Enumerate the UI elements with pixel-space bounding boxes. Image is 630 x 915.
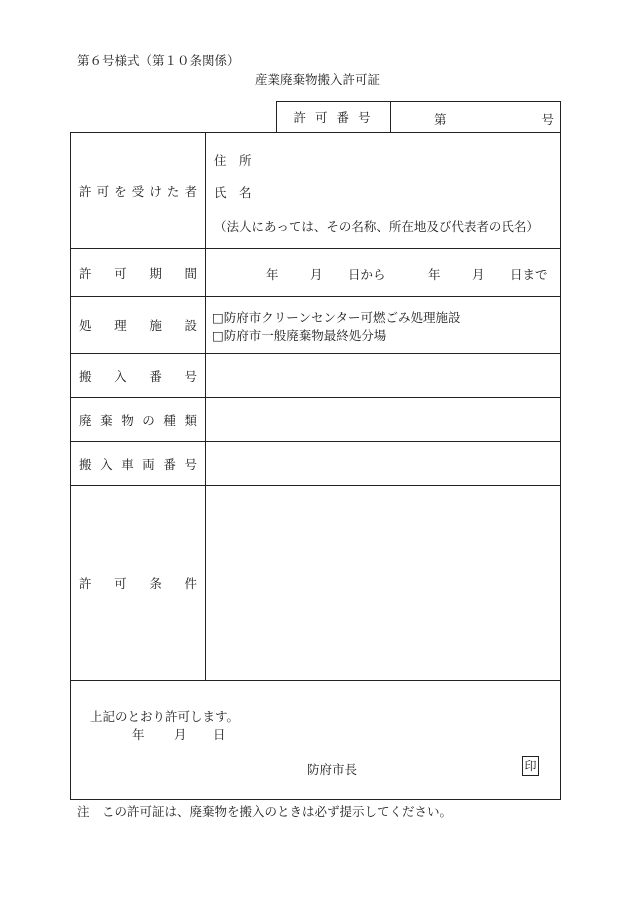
form-number-label: 第６号様式（第１０条関係） bbox=[77, 53, 240, 68]
label-char: 番 bbox=[163, 456, 176, 472]
facility-option-clean-center[interactable]: □防府市クリーンセンター可燃ごみ処理施設 bbox=[212, 310, 461, 325]
label-char: 受 bbox=[131, 183, 145, 199]
label-char: 種 bbox=[163, 412, 176, 428]
vehicle-number-field[interactable] bbox=[206, 442, 560, 485]
to-year: 年 bbox=[428, 267, 441, 282]
label-char: 許 bbox=[79, 265, 92, 281]
label-char: 処 bbox=[79, 318, 92, 333]
label-char: た bbox=[166, 183, 180, 199]
label-char: 入 bbox=[100, 456, 113, 472]
recipient-row bbox=[71, 133, 560, 249]
label-char: 号 bbox=[184, 368, 197, 384]
label-char: 可 bbox=[114, 265, 127, 281]
facility-option-landfill[interactable]: □防府市一般廃棄物最終処分場 bbox=[212, 328, 387, 343]
facility-label-cell bbox=[71, 297, 206, 353]
label-char: 棄 bbox=[100, 412, 113, 428]
seal-mark: 印 bbox=[522, 756, 539, 776]
carry-in-number-label bbox=[79, 367, 197, 385]
issue-month: 月 bbox=[174, 727, 187, 742]
period-row bbox=[71, 249, 560, 297]
label-char: を bbox=[114, 183, 127, 199]
to-day: 日まで bbox=[510, 267, 548, 282]
label-char: 期 bbox=[149, 265, 162, 281]
label-char: 施 bbox=[149, 318, 162, 333]
label-char: 間 bbox=[184, 265, 197, 281]
label-char: 入 bbox=[114, 368, 127, 384]
from-month: 月 bbox=[310, 267, 323, 282]
from-day: 日から bbox=[348, 267, 386, 282]
label-char: 類 bbox=[184, 412, 197, 428]
approval-statement: 上記のとおり許可します。 bbox=[90, 709, 240, 724]
label-char: 許 bbox=[79, 576, 92, 591]
label-char: 設 bbox=[184, 318, 197, 333]
period-label bbox=[79, 264, 197, 282]
vehicle-number-label bbox=[79, 455, 197, 473]
period-label-cell bbox=[71, 249, 206, 296]
corporate-note: （法人にあっては、その名称、所在地及び代表者の氏名） bbox=[214, 219, 539, 234]
issue-day: 日 bbox=[213, 727, 226, 742]
label-char: 両 bbox=[142, 456, 155, 472]
label-char: 可 bbox=[114, 576, 127, 591]
label-char: 理 bbox=[114, 318, 127, 333]
permit-number-label: 許可番号 bbox=[277, 102, 391, 132]
signature-block bbox=[71, 681, 560, 799]
facility-row bbox=[71, 297, 560, 354]
conditions-label-cell bbox=[71, 486, 206, 680]
carry-in-number-field[interactable] bbox=[206, 354, 560, 397]
carry-in-number-row bbox=[71, 354, 560, 398]
label-char: の bbox=[142, 412, 155, 428]
facility-label bbox=[79, 316, 197, 334]
issue-year: 年 bbox=[132, 727, 145, 742]
waste-type-label-cell bbox=[71, 398, 206, 441]
vehicle-number-label-cell bbox=[71, 442, 206, 485]
conditions-label bbox=[79, 574, 197, 592]
carry-in-number-label-cell bbox=[71, 354, 206, 397]
vehicle-number-row bbox=[71, 442, 560, 486]
label-char: け bbox=[149, 183, 162, 199]
waste-type-label bbox=[79, 411, 197, 429]
from-year: 年 bbox=[266, 267, 279, 282]
label-char: 件 bbox=[184, 576, 197, 591]
document-title: 産業廃棄物搬入許可証 bbox=[255, 72, 381, 87]
label-char: 搬 bbox=[79, 456, 92, 472]
recipient-label-cell bbox=[71, 133, 206, 248]
label-char: 搬 bbox=[79, 368, 92, 384]
label-char: 車 bbox=[121, 456, 134, 472]
label-char: 者 bbox=[184, 183, 197, 199]
label-char: 号 bbox=[184, 456, 197, 472]
footnote: 注 この許可証は、廃棄物を搬入のときは必ず提示してください。 bbox=[77, 804, 453, 819]
label-char: 廃 bbox=[79, 412, 92, 428]
address-label: 住 所 bbox=[214, 153, 252, 168]
period-field[interactable] bbox=[206, 249, 560, 296]
facility-field bbox=[206, 297, 560, 353]
permit-number-prefix: 第 bbox=[434, 112, 447, 127]
permit-number-box bbox=[276, 101, 561, 132]
recipient-field[interactable] bbox=[206, 133, 560, 248]
permit-number-field[interactable] bbox=[391, 102, 560, 132]
conditions-field[interactable] bbox=[206, 486, 560, 680]
conditions-row bbox=[71, 486, 560, 681]
permit-table bbox=[70, 132, 561, 800]
label-char: 条 bbox=[149, 576, 162, 591]
waste-type-row bbox=[71, 398, 560, 442]
waste-type-field[interactable] bbox=[206, 398, 560, 441]
recipient-label bbox=[79, 182, 197, 200]
label-char: 物 bbox=[121, 412, 134, 428]
label-char: 可 bbox=[96, 183, 110, 199]
permit-number-suffix: 号 bbox=[541, 112, 554, 127]
issuer-name: 防府市長 bbox=[307, 762, 358, 777]
label-char: 番 bbox=[149, 368, 162, 384]
label-char: 許 bbox=[79, 183, 92, 199]
name-label: 氏 名 bbox=[214, 185, 252, 200]
to-month: 月 bbox=[472, 267, 485, 282]
